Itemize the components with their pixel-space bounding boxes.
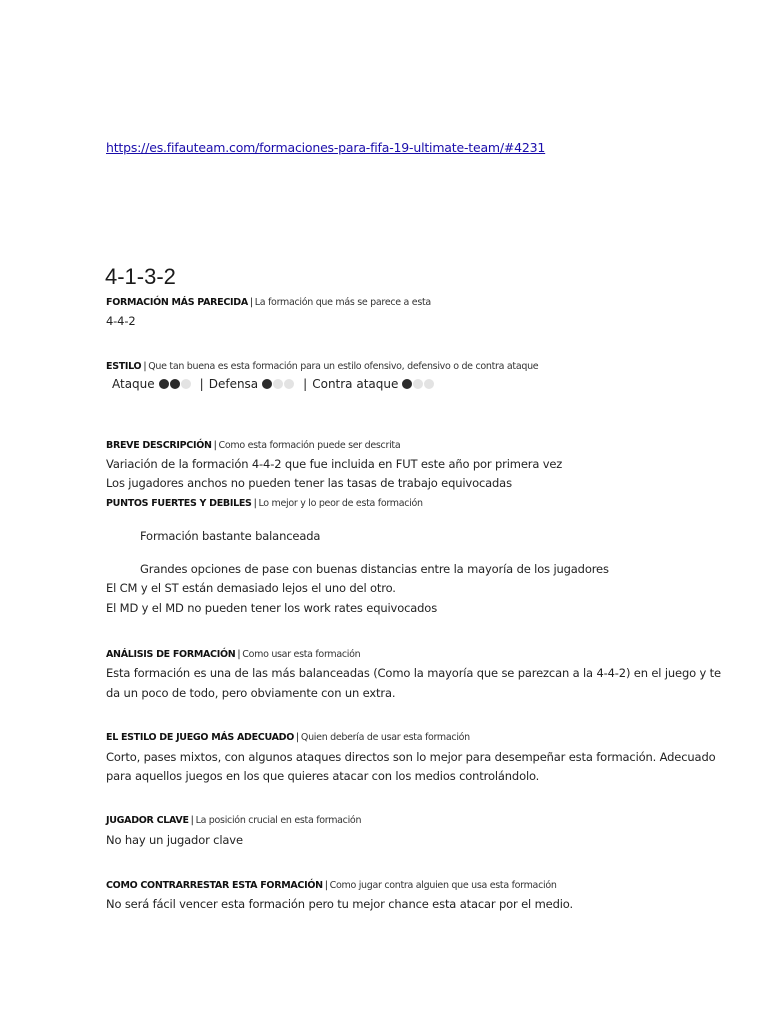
key-player-heading (106, 815, 361, 826)
rating-counter-dots (402, 379, 434, 389)
playstyle-heading (106, 732, 470, 743)
rating-dot-filled-icon (159, 379, 169, 389)
rating-dot-empty-icon (413, 379, 423, 389)
separator: | (249, 297, 253, 308)
separator: | (296, 732, 299, 743)
separator: | (324, 880, 328, 891)
rating-defense-dots (262, 379, 294, 389)
style-hint: Que tan buena es esta formación para un estilo ofensivo, defensivo o de contra ataque (148, 361, 539, 372)
similar-formation-heading (106, 297, 431, 308)
playstyle-label: EL ESTILO DE JUEGO MÁS ADECUADO (106, 732, 294, 743)
rating-dot-filled-icon (170, 379, 180, 389)
rating-attack-dots (159, 379, 191, 389)
separator: | (143, 361, 147, 372)
analysis-heading (106, 649, 360, 660)
style-heading (106, 361, 538, 372)
rating-dot-empty-icon (424, 379, 434, 389)
strengths-label: PUNTOS FUERTES Y DEBILES (106, 498, 252, 509)
analysis-line: Esta formación es una de las más balanceadas (Como la mayoría que se parezcan a la 4-4-2) en el juego y te (106, 666, 721, 680)
counter-hint: Como jugar contra alguien que usa esta formación (329, 880, 557, 891)
rating-dot-filled-icon (402, 379, 412, 389)
key-player-value: No hay un jugador clave (106, 833, 243, 847)
analysis-line: da un poco de todo, pero obviamente con un extra. (106, 686, 396, 700)
description-line: Variación de la formación 4-4-2 que fue incluida en FUT este año por primera vez (106, 457, 563, 471)
strength-item: Grandes opciones de pase con buenas distancias entre la mayoría de los jugadores (140, 562, 609, 576)
rating-attack-label: Ataque (112, 377, 155, 391)
counter-heading (106, 880, 557, 891)
formation-title: 4-1-3-2 (105, 264, 176, 289)
similar-formation-value: 4-4-2 (106, 314, 136, 328)
rating-defense-label: Defensa (208, 377, 259, 391)
counter-value: No será fácil vencer esta formación pero tu mejor chance esta atacar por el medio. (106, 897, 573, 911)
playstyle-line: Corto, pases mixtos, con algunos ataques directos son lo mejor para desempeñar esta formación. Adecuado (106, 750, 716, 764)
style-label: ESTILO (106, 361, 142, 372)
separator: | (253, 498, 257, 509)
rating-dot-filled-icon (262, 379, 272, 389)
rating-divider: | (303, 377, 308, 391)
playstyle-hint: Quien debería de usar esta formación (300, 732, 470, 743)
analysis-label: ANÁLISIS DE FORMACIÓN (106, 649, 236, 660)
style-ratings (112, 377, 438, 391)
counter-label: COMO CONTRARRESTAR ESTA FORMACIÓN (106, 880, 323, 891)
rating-dot-empty-icon (284, 379, 294, 389)
description-hint: Como esta formación puede ser descrita (218, 440, 401, 451)
source-link[interactable]: https://es.fifauteam.com/formaciones-para-fifa-19-ultimate-team/#4231 (106, 140, 546, 155)
strength-item: Formación bastante balanceada (140, 529, 321, 543)
similar-formation-hint: La formación que más se parece a esta (254, 297, 431, 308)
key-player-label: JUGADOR CLAVE (106, 815, 189, 826)
separator: | (213, 440, 217, 451)
description-line: Los jugadores anchos no pueden tener las tasas de trabajo equivocadas (106, 476, 512, 490)
separator: | (190, 815, 194, 826)
key-player-hint: La posición crucial en esta formación (195, 815, 362, 826)
separator: | (237, 649, 241, 660)
analysis-hint: Como usar esta formación (242, 649, 361, 660)
rating-counter-label: Contra ataque (312, 377, 399, 391)
rating-divider: | (199, 377, 204, 391)
description-heading (106, 440, 400, 451)
weakness-item: El CM y el ST están demasiado lejos el uno del otro. (106, 581, 396, 595)
rating-dot-empty-icon (181, 379, 191, 389)
similar-formation-label: FORMACIÓN MÁS PARECIDA (106, 297, 248, 308)
description-label: BREVE DESCRIPCIÓN (106, 440, 212, 451)
rating-dot-empty-icon (273, 379, 283, 389)
weakness-item: El MD y el MD no pueden tener los work rates equivocados (106, 601, 438, 615)
strengths-heading (106, 498, 423, 509)
playstyle-line: para aquellos juegos en los que quieres atacar con los medios controlándolo. (106, 769, 540, 783)
strengths-hint: Lo mejor y lo peor de esta formación (258, 498, 423, 509)
